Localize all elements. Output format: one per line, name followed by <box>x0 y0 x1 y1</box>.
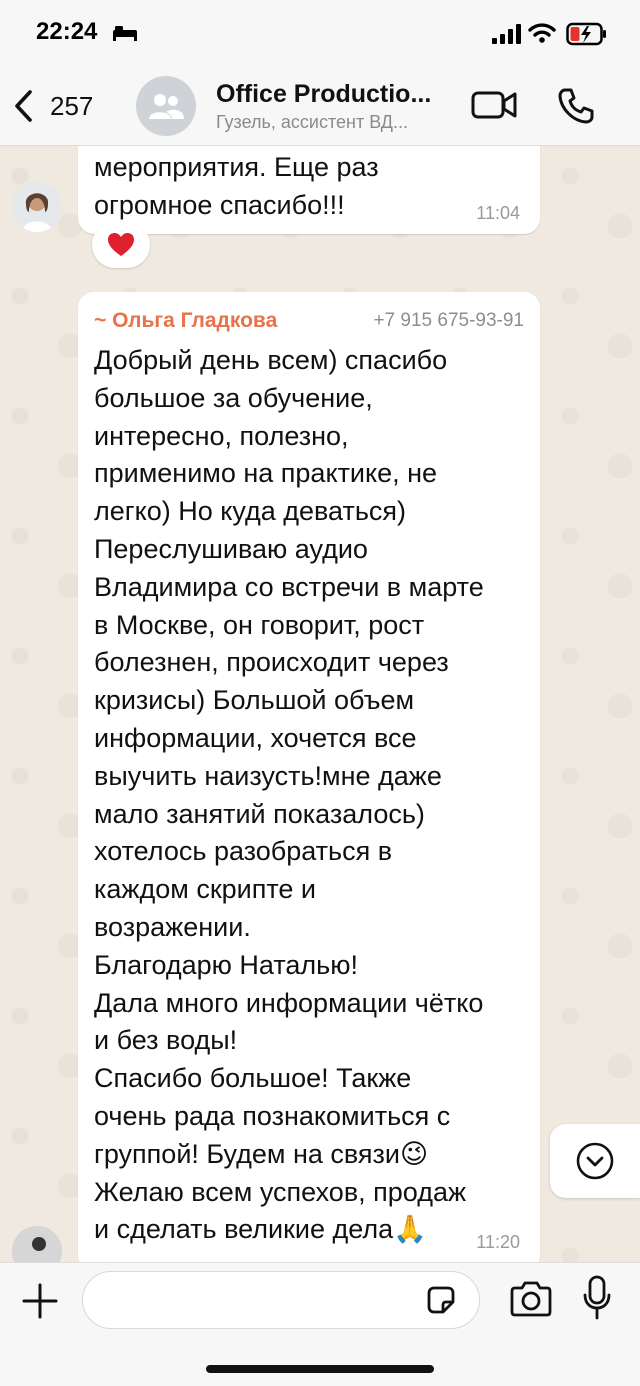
sender-avatar[interactable] <box>12 182 62 232</box>
bed-icon <box>112 24 138 42</box>
phone-call-icon[interactable] <box>556 86 596 126</box>
sender-line <box>94 306 524 336</box>
back-button[interactable] <box>12 82 112 130</box>
status-bar <box>0 0 640 70</box>
sender-avatar[interactable] <box>12 1226 62 1262</box>
message-text: мероприятия. Еще раз огромное спасибо!!! <box>94 152 379 220</box>
chevron-left-icon <box>12 89 36 123</box>
wifi-icon <box>528 22 556 44</box>
battery-icon <box>566 22 608 46</box>
sender-phone[interactable]: +7 915 675-93-91 <box>373 310 524 331</box>
person-icon <box>12 182 62 232</box>
signal-icon <box>492 24 522 44</box>
sender-name[interactable]: ~ Ольга Гладкова <box>94 309 278 332</box>
message-text: Добрый день всем) спасибо большое за обучение, интересно, полезно, применимо на практике, не легко) Но куда деваться) Переслушиваю аудио Владимира со встречи в марте в Москве, он говорит, рост болезнен, происходит через кризисы) Большой объем информации, хочется все выучить наизусть!мне даже мало занятий показалось) хотелось разобраться в каждом скрипте и возражении. Благодарю Наталью! Дала много информации чётко и без воды! Спасибо большое! Также очень рада познакомиться с группой! Будем на связи😉 Желаю всем успехов, продаж и сделать великие дела🙏 <box>94 345 484 1245</box>
plus-icon[interactable] <box>20 1281 60 1321</box>
scroll-down-button[interactable] <box>550 1124 640 1198</box>
message-bubble[interactable] <box>78 146 540 234</box>
message-reaction[interactable] <box>92 222 150 268</box>
status-time: 22:24 <box>36 18 98 45</box>
chevron-down-icon <box>575 1141 615 1181</box>
group-avatar[interactable] <box>136 76 196 136</box>
microphone-icon[interactable] <box>582 1275 612 1321</box>
chat-title[interactable]: Office Productio... <box>216 80 432 108</box>
heart-icon <box>107 232 135 258</box>
group-icon <box>146 91 186 121</box>
chat-area[interactable] <box>0 146 640 1262</box>
camera-icon[interactable] <box>508 1279 554 1319</box>
chat-subtitle[interactable]: Гузель, ассистент ВД... <box>216 112 408 132</box>
video-call-icon[interactable] <box>470 88 518 122</box>
sticker-icon[interactable] <box>424 1283 458 1317</box>
message-bubble[interactable] <box>78 292 540 1262</box>
input-bar <box>0 1262 640 1386</box>
unread-count: 257 <box>50 90 94 121</box>
home-indicator[interactable] <box>206 1365 434 1373</box>
person-icon <box>12 1226 62 1262</box>
message-time: 11:20 <box>476 1232 520 1252</box>
chat-header <box>0 70 640 146</box>
message-input[interactable] <box>82 1271 480 1329</box>
message-time: 11:04 <box>476 203 520 223</box>
